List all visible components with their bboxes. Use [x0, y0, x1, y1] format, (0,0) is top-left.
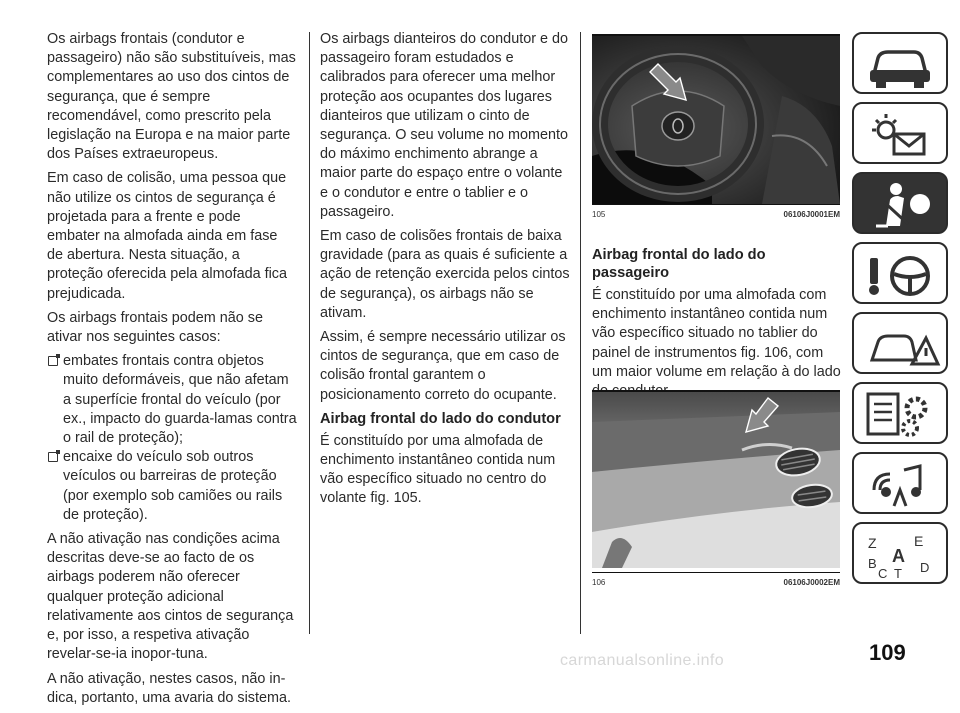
figure-rule — [592, 572, 840, 573]
column-divider — [580, 32, 581, 634]
index-letter: C — [878, 566, 888, 581]
paragraph: A não ativação, nestes casos, não in-dica, portanto, uma avaria do sistema. — [47, 670, 291, 706]
paragraph: Os airbags frontais (condutor e passageiro) não são substituíveis, mas complementares ao uso dos cintos de segurança, que é sempre recomendável, como prescrito pela legislação na Europa e na maior parte dos Países extraeuropeus. — [47, 31, 296, 163]
tab-car[interactable] — [852, 32, 948, 94]
figure-code: 06106J0002EM — [783, 578, 840, 587]
text-column-2 — [320, 30, 570, 514]
paragraph: Em caso de colisão, uma pessoa que não utilize os cintos de segurança é projetada para a frente e pode embater na almofada ainda em fase de abertura. Nesta situação, a proteção oferecida pela almofada fica prejudicada. — [47, 170, 287, 302]
figure-number: 105 — [592, 210, 606, 219]
dashboard-illustration — [592, 392, 840, 568]
figure-rule — [592, 204, 840, 205]
steering-key-icon — [864, 250, 936, 300]
index-letter: E — [914, 533, 924, 549]
paragraph: Assim, é sempre necessário utilizar os cintos de segurança, que em caso de colisão frontal garantem o posicionamento correto do ocupante. — [320, 329, 566, 403]
multimedia-icon — [864, 460, 936, 510]
text-column-1 — [47, 30, 297, 713]
index-letter: D — [920, 560, 930, 575]
bullet-box-icon — [48, 356, 58, 366]
breakdown-triangle-icon — [864, 320, 936, 370]
paragraph: A não ativação nas condições acima descritas deve-se ao facto de os airbags poderem não oferecer qualquer proteção adicional relativamente aos cintos de segurança e, por isso, a respetiva ativação revelar-se-ia inopor-tuna. — [47, 531, 294, 663]
paragraph: É constituído por uma almofada de enchimento instantâneo contida num vão específico situado no centro do volante fig. 105. — [320, 432, 556, 507]
section-heading: Airbag frontal do lado do condutor — [320, 410, 561, 427]
paragraph: É constituído por uma almofada com enchimento instantâneo contida num vão específico situado no tablier do painel de instrumentos fig. 106, com um maior volume em relação à do lado — [592, 287, 841, 380]
figure-code: 06106J0001EM — [783, 210, 840, 219]
seatbelt-airbag-icon — [864, 180, 936, 230]
tab-index[interactable] — [852, 522, 948, 584]
warning-lights-icon — [864, 110, 936, 160]
tab-emergency[interactable] — [852, 312, 948, 374]
bullet-item: embates frontais contra objetos muito deformáveis, que não afetam a superfície frontal do veículo (por ex., impacto do guarda-lamas contra o rail de proteção); — [47, 352, 297, 448]
index-letter: Z — [868, 535, 877, 551]
column-divider — [309, 32, 310, 634]
bullet-box-icon — [48, 452, 58, 462]
tab-multimedia[interactable] — [852, 452, 948, 514]
figure-number: 106 — [592, 578, 606, 587]
tab-safety[interactable] — [852, 172, 948, 234]
text-column-3 — [592, 242, 842, 406]
index-letter: T — [894, 566, 902, 581]
index-letters-icon — [864, 530, 936, 580]
bullet-item: encaixe do veículo sob outros veículos ou barreiras de proteção (por exemplo sob camiões ou rails de proteção). — [47, 448, 297, 525]
paragraph: Os airbags frontais podem não se ativar nos seguintes casos: — [47, 309, 263, 346]
page-number: 109 — [869, 640, 906, 665]
figure-105-steering-wheel-photo — [592, 34, 840, 202]
tab-start-drive[interactable] — [852, 242, 948, 304]
maintenance-gears-icon — [864, 390, 936, 440]
steering-wheel-illustration — [592, 36, 840, 204]
index-letter: B — [868, 556, 877, 571]
tab-warning-lights[interactable] — [852, 102, 948, 164]
section-heading: Airbag frontal do lado do passageiro — [592, 247, 766, 281]
paragraph: Os airbags dianteiros do condutor e do passageiro foram estudados e calibrados para oferecer uma melhor proteção aos ocupantes dos lugares dianteiros que utilizam o cinto de segurança. O seu volume no momento do máximo enchimento abrange a maior parte do espaço entre o volante e o condutor e entre o tablier e o passageiro. — [320, 31, 568, 220]
paragraph: Em caso de colisões frontais de baixa gravidade (para as quais é suficiente a ação de retenção exercida pelos cintos de segurança), os airbags não se ativam. — [320, 228, 570, 321]
index-letter: A — [892, 546, 905, 566]
tab-maintenance[interactable] — [852, 382, 948, 444]
car-icon — [864, 40, 936, 90]
watermark: carmanualsonline.info — [560, 652, 725, 669]
figure-106-dashboard-photo — [592, 390, 840, 566]
